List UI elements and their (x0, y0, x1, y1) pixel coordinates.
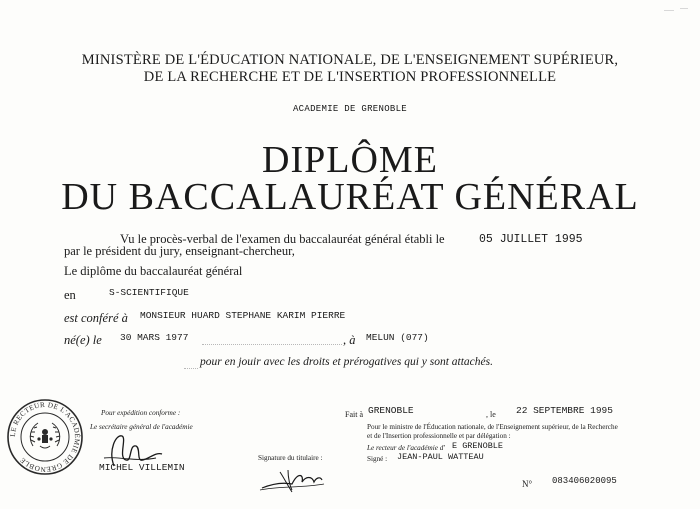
ne-label: né(e) le (64, 333, 102, 347)
a-label: , à (343, 333, 356, 347)
seal-icon (6, 398, 84, 476)
recteur-label: Le recteur de l'académie d' (367, 444, 445, 452)
recipient-name: MONSIEUR HUARD STEPHANE KARIM PIERRE (140, 310, 346, 321)
secretaire-label: Le secrétaire général de l'académie (90, 423, 193, 431)
svg-text:LE RECTEUR DE L'ACADÉMIE DE GR: LE RECTEUR DE L'ACADÉMIE DE GRENOBLE (8, 400, 82, 474)
le-label: , le (486, 410, 496, 419)
exam-date: 05 JUILLET 1995 (479, 233, 583, 246)
fait-label: Fait à (345, 410, 363, 419)
rector-seal (6, 398, 84, 476)
ministry-line-1: MINISTÈRE DE L'ÉDUCATION NATIONALE, DE L'ENSEIGNEMENT SUPÉRIEUR, (81, 52, 619, 68)
serie-value: S-SCIENTIFIQUE (109, 287, 189, 298)
corner-mark (664, 10, 674, 11)
dotted-fill (184, 368, 198, 369)
par-text: par le président du jury, enseignant-chercheur, (64, 244, 295, 258)
pour-line-2: et de l'Insertion professionnelle et par délégation : (367, 432, 511, 440)
jouir-text: pour en jouir avec les droits et prérogatives qui y sont attachés. (200, 356, 493, 368)
expedition-label: Pour expédition conforme : (101, 409, 181, 417)
confere-label: est conféré à (64, 311, 128, 325)
vu-text: Vu le procès-verbal de l'examen du baccalauréat général établi le (120, 232, 445, 246)
en-label: en (64, 288, 76, 302)
academie-label: ACADEMIE DE GRENOBLE (292, 104, 408, 114)
title-line-1: DIPLÔME (262, 139, 438, 181)
signe-label: Signé : (367, 455, 388, 463)
signe-value: JEAN-PAUL WATTEAU (397, 452, 484, 462)
numero-label: N° (522, 479, 533, 489)
secretary-name: MICHEL VILLEMIN (99, 462, 185, 473)
diplome-text: Le diplôme du baccalauréat général (64, 264, 243, 278)
dotted-fill (202, 344, 342, 345)
ministry-line-2: DE LA RECHERCHE ET DE L'INSERTION PROFESSIONNELLE (143, 69, 557, 85)
recteur-value: E GRENOBLE (452, 441, 504, 451)
fait-date: 22 SEPTEMBRE 1995 (516, 405, 613, 416)
title-line-2: DU BACCALAURÉAT GÉNÉRAL (61, 176, 639, 218)
birth-date: 30 MARS 1977 (120, 332, 189, 343)
holder-signature (258, 464, 328, 494)
birth-place: MELUN (077) (366, 332, 429, 343)
pour-line-1: Pour le ministre de l'Éducation nationale, de l'Enseignement supérieur, de la Recherche (367, 423, 618, 431)
titulaire-label: Signature du titulaire : (258, 454, 323, 462)
fait-place: GRENOBLE (368, 405, 414, 416)
numero-value: 083406020095 (552, 476, 617, 486)
corner-mark (680, 8, 688, 9)
